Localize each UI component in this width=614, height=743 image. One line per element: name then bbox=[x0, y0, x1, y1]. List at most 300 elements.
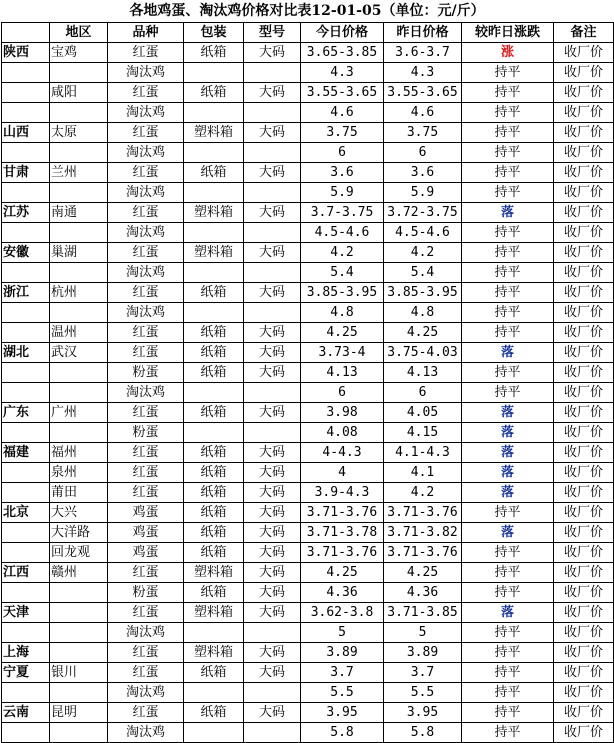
today-price-cell: 5.8 bbox=[301, 723, 384, 743]
change-cell: 持平 bbox=[462, 683, 554, 703]
today-price-cell: 3.71-3.76 bbox=[301, 503, 384, 523]
variety-cell: 淘汰鸡 bbox=[108, 683, 184, 703]
change-cell: 持平 bbox=[462, 263, 554, 283]
header-variety: 品种 bbox=[108, 23, 184, 43]
change-cell: 持平 bbox=[462, 643, 554, 663]
yesterday-price-cell: 3.72-3.75 bbox=[384, 203, 462, 223]
city-cell: 广州 bbox=[50, 403, 108, 423]
today-price-cell: 4-4.3 bbox=[301, 443, 384, 463]
today-price-cell: 3.65-3.85 bbox=[301, 43, 384, 63]
province-cell: 湖北 bbox=[2, 343, 50, 363]
table-body bbox=[2, 43, 614, 743]
province-cell: 广东 bbox=[2, 403, 50, 423]
header-packaging: 包装 bbox=[184, 23, 244, 43]
variety-cell: 淘汰鸡 bbox=[108, 183, 184, 203]
size-cell: 大码 bbox=[244, 703, 301, 723]
variety-cell: 红蛋 bbox=[108, 703, 184, 723]
note-cell: 收厂价 bbox=[554, 643, 614, 663]
change-cell: 持平 bbox=[462, 303, 554, 323]
price-table bbox=[1, 22, 614, 743]
note-cell: 收厂价 bbox=[554, 123, 614, 143]
packaging-cell bbox=[184, 223, 244, 243]
note-cell: 收厂价 bbox=[554, 303, 614, 323]
packaging-cell: 塑料箱 bbox=[184, 123, 244, 143]
province-cell: 天津 bbox=[2, 603, 50, 623]
yesterday-price-cell: 4.1 bbox=[384, 463, 462, 483]
packaging-cell: 纸箱 bbox=[184, 43, 244, 63]
packaging-cell bbox=[184, 723, 244, 743]
table-row bbox=[2, 623, 614, 643]
change-cell: 持平 bbox=[462, 143, 554, 163]
table-row bbox=[2, 83, 614, 103]
table-row bbox=[2, 243, 614, 263]
note-cell: 收厂价 bbox=[554, 543, 614, 563]
city-cell bbox=[50, 103, 108, 123]
variety-cell: 淘汰鸡 bbox=[108, 383, 184, 403]
city-cell: 泉州 bbox=[50, 463, 108, 483]
variety-cell: 淘汰鸡 bbox=[108, 723, 184, 743]
yesterday-price-cell: 3.75-4.03 bbox=[384, 343, 462, 363]
today-price-cell: 3.6 bbox=[301, 163, 384, 183]
header-row bbox=[2, 23, 614, 43]
variety-cell: 红蛋 bbox=[108, 483, 184, 503]
note-cell: 收厂价 bbox=[554, 623, 614, 643]
note-cell: 收厂价 bbox=[554, 143, 614, 163]
note-cell: 收厂价 bbox=[554, 503, 614, 523]
packaging-cell: 纸箱 bbox=[184, 163, 244, 183]
packaging-cell: 纸箱 bbox=[184, 443, 244, 463]
today-price-cell: 3.55-3.65 bbox=[301, 83, 384, 103]
variety-cell: 红蛋 bbox=[108, 663, 184, 683]
today-price-cell: 3.85-3.95 bbox=[301, 283, 384, 303]
packaging-cell: 塑料箱 bbox=[184, 203, 244, 223]
packaging-cell: 纸箱 bbox=[184, 83, 244, 103]
table-row bbox=[2, 723, 614, 743]
packaging-cell: 纸箱 bbox=[184, 463, 244, 483]
variety-cell: 红蛋 bbox=[108, 123, 184, 143]
table-row bbox=[2, 583, 614, 603]
city-cell bbox=[50, 303, 108, 323]
yesterday-price-cell: 4.6 bbox=[384, 103, 462, 123]
table-row bbox=[2, 103, 614, 123]
change-cell: 持平 bbox=[462, 703, 554, 723]
province-cell bbox=[2, 723, 50, 743]
table-row bbox=[2, 63, 614, 83]
today-price-cell: 4.13 bbox=[301, 363, 384, 383]
table-row bbox=[2, 603, 614, 623]
packaging-cell bbox=[184, 303, 244, 323]
size-cell: 大码 bbox=[244, 323, 301, 343]
packaging-cell: 纸箱 bbox=[184, 483, 244, 503]
note-cell: 收厂价 bbox=[554, 403, 614, 423]
packaging-cell: 纸箱 bbox=[184, 523, 244, 543]
table-row bbox=[2, 523, 614, 543]
today-price-cell: 3.62-3.8 bbox=[301, 603, 384, 623]
variety-cell: 红蛋 bbox=[108, 43, 184, 63]
note-cell: 收厂价 bbox=[554, 523, 614, 543]
variety-cell: 红蛋 bbox=[108, 403, 184, 423]
packaging-cell: 塑料箱 bbox=[184, 603, 244, 623]
province-cell: 江苏 bbox=[2, 203, 50, 223]
table-row bbox=[2, 343, 614, 363]
change-cell: 落 bbox=[462, 343, 554, 363]
change-cell: 落 bbox=[462, 403, 554, 423]
packaging-cell: 纸箱 bbox=[184, 283, 244, 303]
city-cell bbox=[50, 623, 108, 643]
city-cell: 南通 bbox=[50, 203, 108, 223]
change-cell: 持平 bbox=[462, 583, 554, 603]
yesterday-price-cell: 4.36 bbox=[384, 583, 462, 603]
note-cell: 收厂价 bbox=[554, 363, 614, 383]
variety-cell: 红蛋 bbox=[108, 283, 184, 303]
province-cell bbox=[2, 263, 50, 283]
today-price-cell: 4.36 bbox=[301, 583, 384, 603]
note-cell: 收厂价 bbox=[554, 383, 614, 403]
change-cell: 涨 bbox=[462, 43, 554, 63]
city-cell: 宝鸡 bbox=[50, 43, 108, 63]
city-cell: 巢湖 bbox=[50, 243, 108, 263]
city-cell bbox=[50, 183, 108, 203]
packaging-cell: 纸箱 bbox=[184, 543, 244, 563]
size-cell: 大码 bbox=[244, 463, 301, 483]
size-cell: 大码 bbox=[244, 43, 301, 63]
size-cell: 大码 bbox=[244, 403, 301, 423]
table-title: 各地鸡蛋、淘汰鸡价格对比表12-01-05（单位：元/斤） bbox=[129, 3, 485, 19]
city-cell: 武汉 bbox=[50, 343, 108, 363]
note-cell: 收厂价 bbox=[554, 223, 614, 243]
change-cell: 持平 bbox=[462, 623, 554, 643]
packaging-cell: 纸箱 bbox=[184, 363, 244, 383]
yesterday-price-cell: 4.25 bbox=[384, 323, 462, 343]
city-cell: 回龙观 bbox=[50, 543, 108, 563]
size-cell: 大码 bbox=[244, 663, 301, 683]
size-cell: 大码 bbox=[244, 583, 301, 603]
change-cell: 持平 bbox=[462, 183, 554, 203]
note-cell: 收厂价 bbox=[554, 463, 614, 483]
variety-cell: 红蛋 bbox=[108, 323, 184, 343]
size-cell bbox=[244, 103, 301, 123]
variety-cell: 淘汰鸡 bbox=[108, 623, 184, 643]
size-cell: 大码 bbox=[244, 203, 301, 223]
change-cell: 持平 bbox=[462, 323, 554, 343]
today-price-cell: 4.2 bbox=[301, 243, 384, 263]
today-price-cell: 4.5-4.6 bbox=[301, 223, 384, 243]
table-row bbox=[2, 703, 614, 723]
packaging-cell: 纸箱 bbox=[184, 503, 244, 523]
yesterday-price-cell: 3.6-3.7 bbox=[384, 43, 462, 63]
yesterday-price-cell: 3.55-3.65 bbox=[384, 83, 462, 103]
today-price-cell: 4.6 bbox=[301, 103, 384, 123]
yesterday-price-cell: 4.2 bbox=[384, 483, 462, 503]
today-price-cell: 4.25 bbox=[301, 323, 384, 343]
size-cell: 大码 bbox=[244, 163, 301, 183]
size-cell: 大码 bbox=[244, 243, 301, 263]
size-cell: 大码 bbox=[244, 83, 301, 103]
city-cell: 咸阳 bbox=[50, 83, 108, 103]
change-cell: 落 bbox=[462, 603, 554, 623]
province-cell: 浙江 bbox=[2, 283, 50, 303]
today-price-cell: 3.95 bbox=[301, 703, 384, 723]
change-cell: 持平 bbox=[462, 243, 554, 263]
size-cell bbox=[244, 263, 301, 283]
table-row bbox=[2, 363, 614, 383]
variety-cell: 鸡蛋 bbox=[108, 543, 184, 563]
packaging-cell bbox=[184, 143, 244, 163]
size-cell: 大码 bbox=[244, 503, 301, 523]
city-cell bbox=[50, 423, 108, 443]
table-row bbox=[2, 303, 614, 323]
table-row bbox=[2, 483, 614, 503]
size-cell bbox=[244, 683, 301, 703]
variety-cell: 红蛋 bbox=[108, 243, 184, 263]
variety-cell: 鸡蛋 bbox=[108, 503, 184, 523]
yesterday-price-cell: 3.71-3.76 bbox=[384, 503, 462, 523]
variety-cell: 粉蛋 bbox=[108, 423, 184, 443]
table-row bbox=[2, 163, 614, 183]
note-cell: 收厂价 bbox=[554, 563, 614, 583]
packaging-cell: 纸箱 bbox=[184, 583, 244, 603]
variety-cell: 红蛋 bbox=[108, 643, 184, 663]
size-cell bbox=[244, 63, 301, 83]
header-yesterday-price: 昨日价格 bbox=[384, 23, 462, 43]
header-note: 备注 bbox=[554, 23, 614, 43]
city-cell: 莆田 bbox=[50, 483, 108, 503]
table-row bbox=[2, 663, 614, 683]
yesterday-price-cell: 3.6 bbox=[384, 163, 462, 183]
province-cell bbox=[2, 103, 50, 123]
today-price-cell: 3.73-4 bbox=[301, 343, 384, 363]
today-price-cell: 3.75 bbox=[301, 123, 384, 143]
note-cell: 收厂价 bbox=[554, 103, 614, 123]
province-cell bbox=[2, 143, 50, 163]
yesterday-price-cell: 5.9 bbox=[384, 183, 462, 203]
packaging-cell bbox=[184, 683, 244, 703]
yesterday-price-cell: 4.13 bbox=[384, 363, 462, 383]
table-row bbox=[2, 263, 614, 283]
change-cell: 落 bbox=[462, 443, 554, 463]
change-cell: 持平 bbox=[462, 283, 554, 303]
city-cell bbox=[50, 143, 108, 163]
table-row bbox=[2, 143, 614, 163]
today-price-cell: 6 bbox=[301, 143, 384, 163]
variety-cell: 红蛋 bbox=[108, 203, 184, 223]
header-today-price: 今日价格 bbox=[301, 23, 384, 43]
change-cell: 落 bbox=[462, 523, 554, 543]
header-region: 地区 bbox=[50, 23, 108, 43]
yesterday-price-cell: 4.5-4.6 bbox=[384, 223, 462, 243]
province-cell bbox=[2, 83, 50, 103]
city-cell: 大洋路 bbox=[50, 523, 108, 543]
header-province bbox=[2, 23, 50, 43]
size-cell: 大码 bbox=[244, 603, 301, 623]
today-price-cell: 3.89 bbox=[301, 643, 384, 663]
change-cell: 落 bbox=[462, 483, 554, 503]
note-cell: 收厂价 bbox=[554, 423, 614, 443]
province-cell bbox=[2, 63, 50, 83]
table-row bbox=[2, 443, 614, 463]
table-row bbox=[2, 223, 614, 243]
city-cell bbox=[50, 723, 108, 743]
city-cell: 银川 bbox=[50, 663, 108, 683]
change-cell: 持平 bbox=[462, 663, 554, 683]
today-price-cell: 4.3 bbox=[301, 63, 384, 83]
province-cell bbox=[2, 583, 50, 603]
note-cell: 收厂价 bbox=[554, 443, 614, 463]
table-row bbox=[2, 323, 614, 343]
province-cell bbox=[2, 363, 50, 383]
size-cell: 大码 bbox=[244, 283, 301, 303]
yesterday-price-cell: 3.75 bbox=[384, 123, 462, 143]
packaging-cell bbox=[184, 63, 244, 83]
variety-cell: 红蛋 bbox=[108, 443, 184, 463]
variety-cell: 红蛋 bbox=[108, 163, 184, 183]
size-cell bbox=[244, 143, 301, 163]
table-row bbox=[2, 43, 614, 63]
packaging-cell bbox=[184, 103, 244, 123]
province-cell bbox=[2, 463, 50, 483]
variety-cell: 粉蛋 bbox=[108, 583, 184, 603]
size-cell bbox=[244, 723, 301, 743]
yesterday-price-cell: 4.15 bbox=[384, 423, 462, 443]
change-cell: 落 bbox=[462, 203, 554, 223]
province-cell: 北京 bbox=[2, 503, 50, 523]
table-row bbox=[2, 203, 614, 223]
change-cell: 持平 bbox=[462, 223, 554, 243]
today-price-cell: 3.9-4.3 bbox=[301, 483, 384, 503]
change-cell: 落 bbox=[462, 423, 554, 443]
variety-cell: 淘汰鸡 bbox=[108, 223, 184, 243]
today-price-cell: 5.9 bbox=[301, 183, 384, 203]
note-cell: 收厂价 bbox=[554, 663, 614, 683]
change-cell: 持平 bbox=[462, 723, 554, 743]
change-cell: 持平 bbox=[462, 543, 554, 563]
province-cell bbox=[2, 183, 50, 203]
yesterday-price-cell: 4.25 bbox=[384, 563, 462, 583]
yesterday-price-cell: 4.05 bbox=[384, 403, 462, 423]
yesterday-price-cell: 6 bbox=[384, 383, 462, 403]
header-size: 型号 bbox=[244, 23, 301, 43]
table-row bbox=[2, 283, 614, 303]
variety-cell: 红蛋 bbox=[108, 343, 184, 363]
size-cell bbox=[244, 183, 301, 203]
note-cell: 收厂价 bbox=[554, 583, 614, 603]
today-price-cell: 4.8 bbox=[301, 303, 384, 323]
change-cell: 持平 bbox=[462, 63, 554, 83]
note-cell: 收厂价 bbox=[554, 283, 614, 303]
packaging-cell bbox=[184, 423, 244, 443]
size-cell bbox=[244, 303, 301, 323]
today-price-cell: 5.5 bbox=[301, 683, 384, 703]
packaging-cell: 纸箱 bbox=[184, 323, 244, 343]
today-price-cell: 6 bbox=[301, 383, 384, 403]
city-cell bbox=[50, 643, 108, 663]
packaging-cell bbox=[184, 623, 244, 643]
yesterday-price-cell: 5 bbox=[384, 623, 462, 643]
province-cell bbox=[2, 523, 50, 543]
yesterday-price-cell: 4.3 bbox=[384, 63, 462, 83]
change-cell: 持平 bbox=[462, 383, 554, 403]
yesterday-price-cell: 4.8 bbox=[384, 303, 462, 323]
city-cell: 大兴 bbox=[50, 503, 108, 523]
table-row bbox=[2, 183, 614, 203]
packaging-cell bbox=[184, 183, 244, 203]
note-cell: 收厂价 bbox=[554, 343, 614, 363]
province-cell: 江西 bbox=[2, 563, 50, 583]
note-cell: 收厂价 bbox=[554, 483, 614, 503]
table-row bbox=[2, 463, 614, 483]
packaging-cell: 塑料箱 bbox=[184, 643, 244, 663]
table-row bbox=[2, 563, 614, 583]
change-cell: 持平 bbox=[462, 103, 554, 123]
variety-cell: 红蛋 bbox=[108, 563, 184, 583]
change-cell: 持平 bbox=[462, 503, 554, 523]
yesterday-price-cell: 5.5 bbox=[384, 683, 462, 703]
note-cell: 收厂价 bbox=[554, 43, 614, 63]
variety-cell: 淘汰鸡 bbox=[108, 63, 184, 83]
today-price-cell: 3.71-3.76 bbox=[301, 543, 384, 563]
packaging-cell: 塑料箱 bbox=[184, 563, 244, 583]
yesterday-price-cell: 3.71-3.85 bbox=[384, 603, 462, 623]
variety-cell: 粉蛋 bbox=[108, 363, 184, 383]
change-cell: 持平 bbox=[462, 163, 554, 183]
change-cell: 落 bbox=[462, 463, 554, 483]
table-row bbox=[2, 543, 614, 563]
size-cell: 大码 bbox=[244, 563, 301, 583]
yesterday-price-cell: 3.71-3.82 bbox=[384, 523, 462, 543]
province-cell bbox=[2, 683, 50, 703]
today-price-cell: 3.7 bbox=[301, 663, 384, 683]
change-cell: 持平 bbox=[462, 83, 554, 103]
table-row bbox=[2, 683, 614, 703]
variety-cell: 淘汰鸡 bbox=[108, 103, 184, 123]
size-cell: 大码 bbox=[244, 483, 301, 503]
size-cell: 大码 bbox=[244, 123, 301, 143]
today-price-cell: 3.71-3.78 bbox=[301, 523, 384, 543]
yesterday-price-cell: 4.1-4.3 bbox=[384, 443, 462, 463]
city-cell: 杭州 bbox=[50, 283, 108, 303]
packaging-cell: 纸箱 bbox=[184, 663, 244, 683]
note-cell: 收厂价 bbox=[554, 163, 614, 183]
today-price-cell: 5.4 bbox=[301, 263, 384, 283]
note-cell: 收厂价 bbox=[554, 83, 614, 103]
province-cell bbox=[2, 383, 50, 403]
yesterday-price-cell: 3.89 bbox=[384, 643, 462, 663]
size-cell: 大码 bbox=[244, 523, 301, 543]
change-cell: 持平 bbox=[462, 363, 554, 383]
province-cell: 山西 bbox=[2, 123, 50, 143]
packaging-cell: 纸箱 bbox=[184, 703, 244, 723]
packaging-cell bbox=[184, 263, 244, 283]
header-change: 较昨日涨跌 bbox=[462, 23, 554, 43]
note-cell: 收厂价 bbox=[554, 183, 614, 203]
note-cell: 收厂价 bbox=[554, 323, 614, 343]
size-cell bbox=[244, 623, 301, 643]
size-cell: 大码 bbox=[244, 443, 301, 463]
province-cell: 云南 bbox=[2, 703, 50, 723]
city-cell bbox=[50, 583, 108, 603]
change-cell: 持平 bbox=[462, 563, 554, 583]
province-cell bbox=[2, 483, 50, 503]
size-cell: 大码 bbox=[244, 363, 301, 383]
city-cell: 福州 bbox=[50, 443, 108, 463]
city-cell bbox=[50, 363, 108, 383]
city-cell: 温州 bbox=[50, 323, 108, 343]
city-cell bbox=[50, 683, 108, 703]
yesterday-price-cell: 5.4 bbox=[384, 263, 462, 283]
today-price-cell: 3.7-3.75 bbox=[301, 203, 384, 223]
city-cell bbox=[50, 223, 108, 243]
packaging-cell: 纸箱 bbox=[184, 343, 244, 363]
